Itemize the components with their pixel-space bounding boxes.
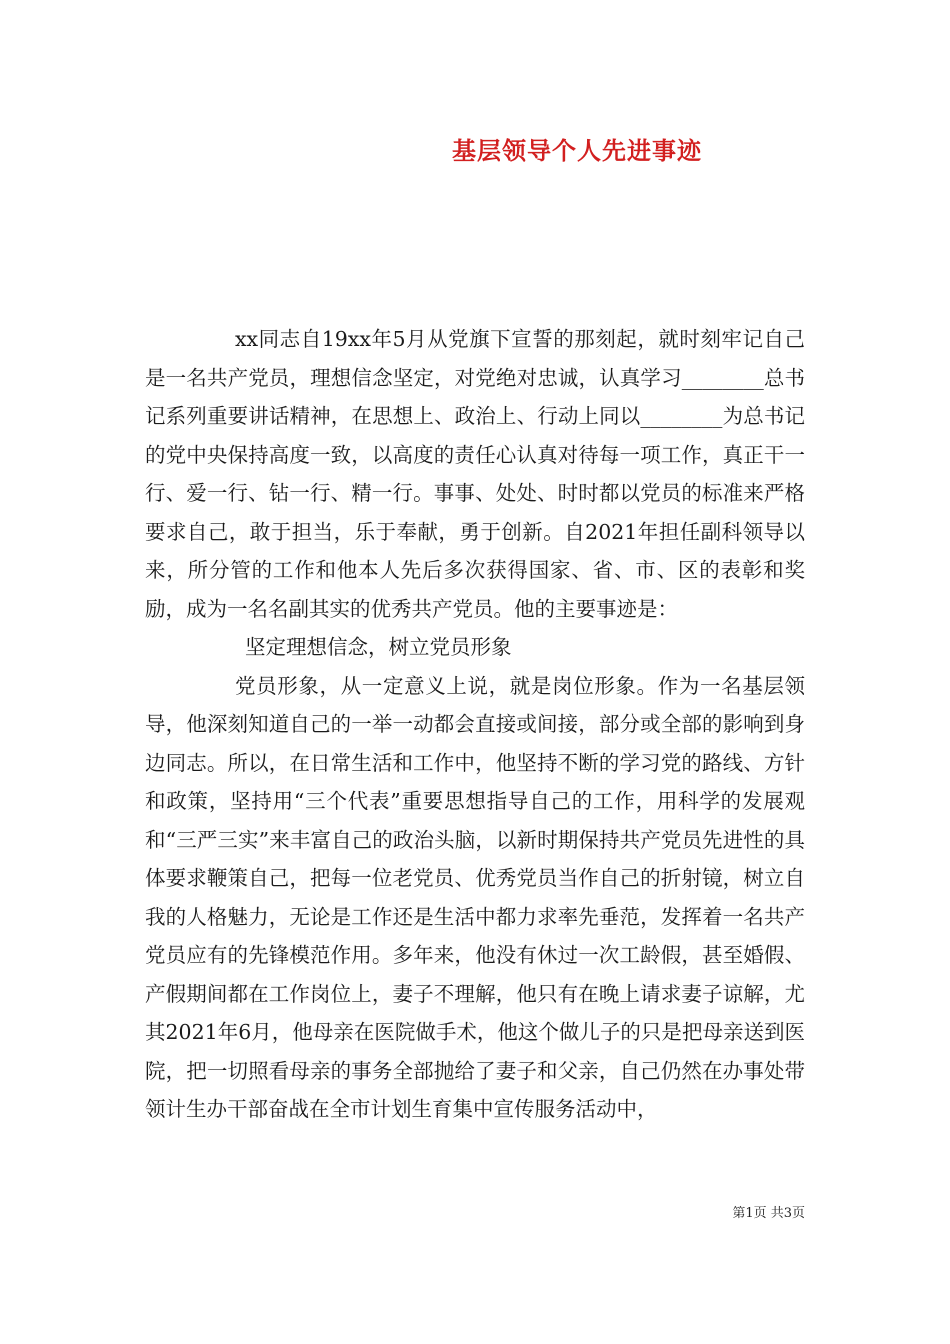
document-title: 基层领导个人先进事迹: [452, 136, 702, 165]
section-heading: 坚定理想信念，树立党员形象: [245, 635, 512, 659]
paragraph-intro: xx同志自19xx年5月从党旗下宣誓的那刻起，就时刻牢记自己是一名共产党员，理想信念坚定，对党绝对忠诚，认真学习________总书记系列重要讲话精神，在思想上、政治上、行动上同以________为总书记的党中央保持高度一致，以高度的责任心认真对待每一项工作，真正干一行、爱一行、钻一行、精一行。事事、处处、时时都以党员的标准来严格要求自己，敢于担当，乐于奉献，勇于创新。自2021年担任副科领导以来，所分管的工作和他本人先后多次获得国家、省、市、区的表彰和奖励，成为一名名副其实的优秀共产党员。他的主要事迹是：: [145, 327, 805, 621]
paragraph-party-image: 党员形象，从一定意义上说，就是岗位形象。作为一名基层领导，他深刻知道自己的一举一动都会直接或间接，部分或全部的影响到身边同志。所以，在日常生活和工作中，他坚持不断的学习党的路线、方针和政策，坚持用“三个代表”重要思想指导自己的工作，用科学的发展观和“三严三实”来丰富自己的政治头脑，以新时期保持共产党员先进性的具体要求鞭策自己，把每一位老党员、优秀党员当作自己的折射镜，树立自我的人格魅力，无论是工作还是生活中都力求率先垂范，发挥着一名共产党员应有的先锋模范作用。多年来，他没有休过一次工龄假，甚至婚假、产假期间都在工作岗位上，妻子不理解，他只有在晚上请求妻子谅解，尤其2021年6月，他母亲在医院做手术，他这个做儿子的只是把母亲送到医院，把一切照看母亲的事务全部抛给了妻子和父亲，自己仍然在办事处带领计生办干部奋战在全市计划生育集中宣传服务活动中，: [145, 673, 805, 1121]
document-body: [145, 320, 805, 1129]
page-number-footer: 第1页 共3页: [732, 1206, 805, 1221]
